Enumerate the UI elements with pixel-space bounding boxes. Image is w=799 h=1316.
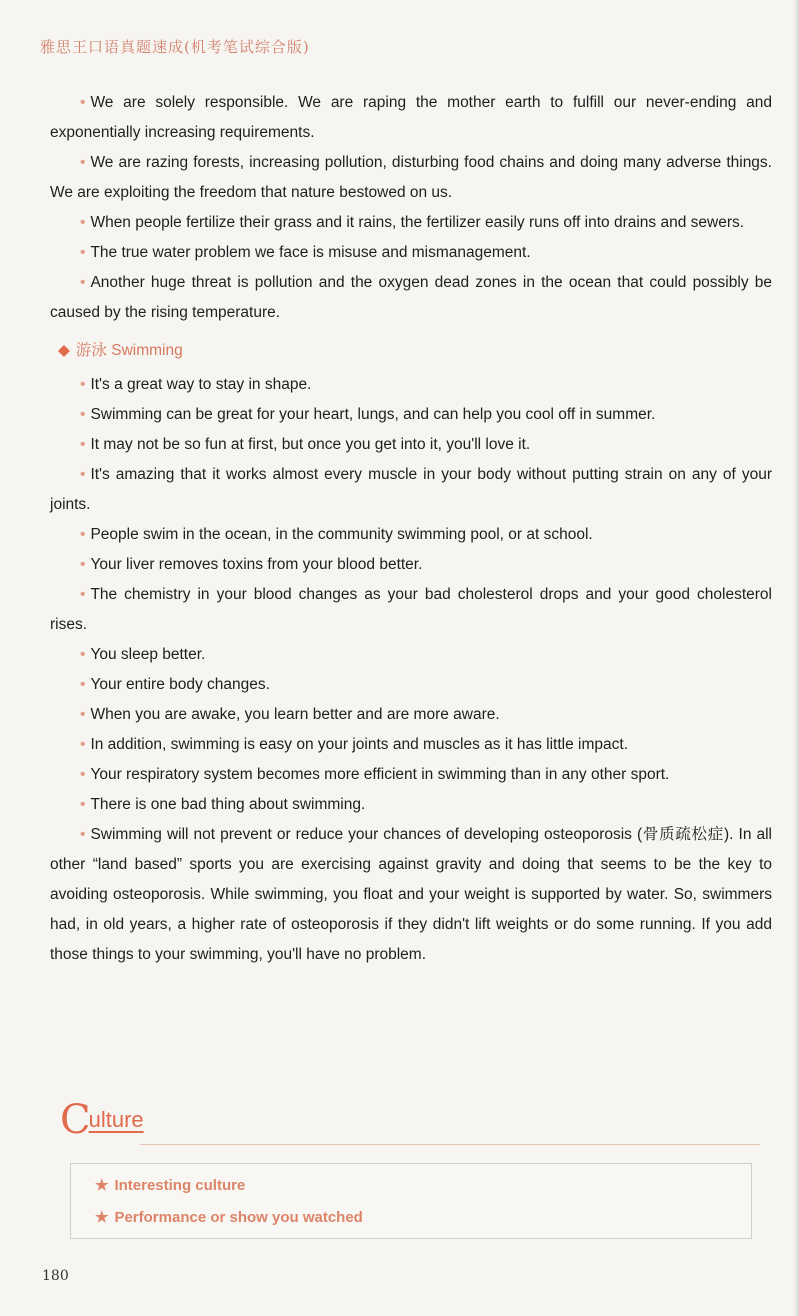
list-item: • The true water problem we face is misuse and mismanagement. (80, 244, 531, 261)
list-item: • People swim in the ocean, in the community swimming pool, or at school. (80, 526, 593, 543)
bullet-icon: • (80, 766, 86, 783)
list-item: • When you are awake, you learn better and are more aware. (80, 706, 500, 723)
list-item: • We are razing forests, increasing pollution, disturbing food chains and doing many adverse things. We are exploiting the freedom that nature bestowed on us. (50, 154, 772, 201)
bullet-icon: • (80, 436, 86, 453)
list-item: • In addition, swimming is easy on your joints and muscles as it has little impact. (80, 736, 629, 753)
list-item: • Your respiratory system becomes more efficient in swimming than in any other sport. (80, 766, 670, 783)
culture-heading-initial: C (60, 1097, 91, 1143)
list-item: • It's a great way to stay in shape. (80, 376, 312, 393)
bullet-icon: • (80, 154, 86, 171)
diamond-icon: ◆ (58, 342, 70, 359)
bullet-icon: • (80, 826, 86, 843)
bullet-icon: • (80, 706, 86, 723)
star-icon: ★ (95, 1177, 109, 1194)
bullet-icon: • (80, 736, 86, 753)
list-item: • It may not be so fun at first, but once you get into it, you'll love it. (80, 436, 531, 453)
culture-topic: ★ Performance or show you watched (95, 1209, 363, 1226)
list-item: • The chemistry in your blood changes as your bad cholesterol drops and your good cholesterol rises. (50, 586, 772, 633)
culture-heading (60, 1097, 760, 1143)
list-item: • When people fertilize their grass and it rains, the fertilizer easily runs off into drains and sewers. (80, 214, 745, 231)
list-item: • Your entire body changes. (80, 676, 270, 693)
culture-topic: ★ Interesting culture (95, 1177, 246, 1194)
culture-section (60, 1097, 760, 1239)
bullet-icon: • (80, 556, 86, 573)
list-item: • Your liver removes toxins from your blood better. (80, 556, 423, 573)
bullet-icon: • (80, 214, 86, 231)
divider (140, 1144, 760, 1145)
page-number: 180 (42, 1268, 69, 1284)
bullet-icon: • (80, 406, 86, 423)
bullet-icon: • (80, 274, 86, 291)
bullet-icon: • (80, 244, 86, 261)
swimming-list (50, 370, 772, 970)
bullet-icon: • (80, 376, 86, 393)
list-item: • It's amazing that it works almost every muscle in your body without putting strain on any of your joints. (50, 466, 772, 513)
bullet-icon: • (80, 526, 86, 543)
star-icon: ★ (95, 1209, 109, 1226)
list-item: • We are solely responsible. We are raping the mother earth to fulfill our never-ending and exponentially increasing requirements. (50, 94, 772, 141)
list-item: • There is one bad thing about swimming. (80, 796, 366, 813)
bullet-icon: • (80, 676, 86, 693)
culture-heading-rest: ulture (88, 1107, 144, 1132)
list-item: • You sleep better. (80, 646, 206, 663)
bullet-icon: • (80, 586, 86, 603)
intro-list (50, 88, 772, 328)
running-header: 雅思王口语真题速成(机考笔试综合版) (40, 38, 310, 56)
culture-topics-box (70, 1163, 752, 1239)
bullet-icon: • (80, 796, 86, 813)
bullet-icon: • (80, 94, 86, 111)
section-title-swimming: ◆ 游泳 Swimming (58, 342, 183, 359)
list-item: • Another huge threat is pollution and the oxygen dead zones in the ocean that could possibly be caused by the rising temperature. (50, 274, 772, 321)
page-edge-shadow (793, 0, 799, 1316)
main-content (50, 88, 772, 970)
bullet-icon: • (80, 466, 86, 483)
list-item: • Swimming can be great for your heart, lungs, and can help you cool off in summer. (80, 406, 656, 423)
bullet-icon: • (80, 646, 86, 663)
list-item: • Swimming will not prevent or reduce your chances of developing osteoporosis (骨质疏松症). In all other “land based” sports you are exercising against gravity and doing that seems to be the key to avoiding osteoporosis. While swimming, you float and your weight is supported by water. So, swimmers had, in old years, a higher rate of osteoporosis if they didn't lift weights or do some running. If you add those things to your swimming, you'll have no problem. (50, 826, 772, 963)
